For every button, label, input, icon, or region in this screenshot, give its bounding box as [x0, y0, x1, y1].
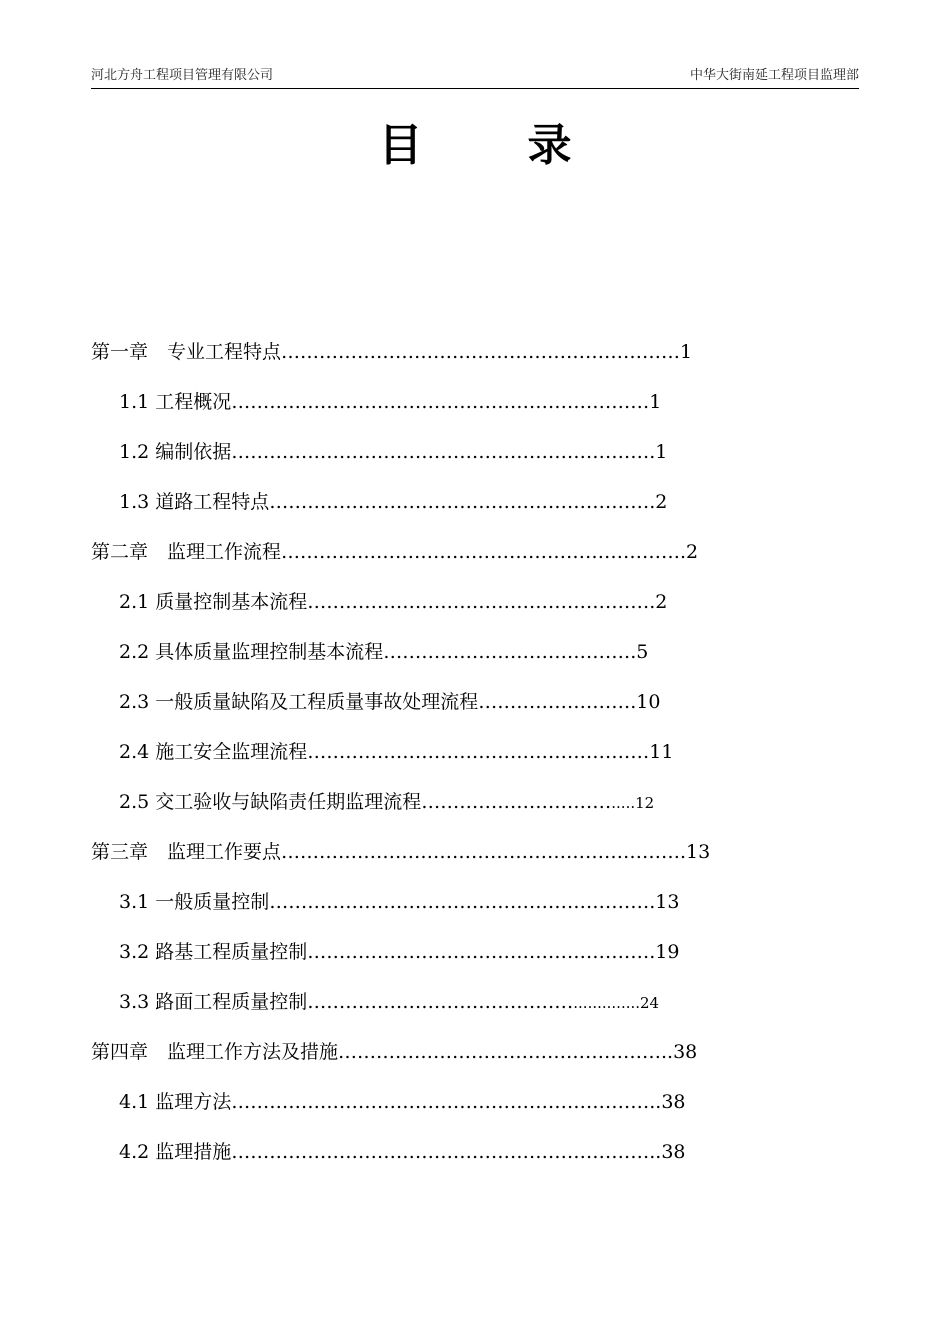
toc-entry-2-4[interactable] [119, 735, 673, 769]
toc-page-number: 1 [649, 391, 662, 413]
toc-leader-dots: ………………………… [421, 791, 612, 813]
toc-page-number: .10 [630, 691, 661, 713]
toc-entry-chapter-3[interactable] [91, 835, 710, 869]
toc-entry-label: 1.1 工程概况 [119, 391, 232, 413]
toc-entry-chapter-1[interactable] [91, 335, 692, 369]
toc-entry-2-2[interactable] [119, 635, 648, 669]
toc-leader-dots: …………………………………… [307, 991, 574, 1013]
toc-leader-dots: …………………………………………………… [269, 891, 650, 913]
toc-entry-3-1[interactable] [119, 885, 679, 919]
toc-entry-label: 4.2 监理措施 [119, 1141, 232, 1163]
toc-entry-label: 3.3 路面工程质量控制 [119, 991, 308, 1013]
toc-page-number: .....12 [611, 794, 655, 812]
toc-entry-label: 2.4 施工安全监理流程 [119, 741, 308, 763]
toc-entry-label: 4.1 监理方法 [119, 1091, 232, 1113]
toc-entry-3-3[interactable] [119, 985, 659, 1019]
toc-entry-chapter-4[interactable] [91, 1035, 697, 1069]
toc-leader-dots: ………………………………………………………… [231, 441, 650, 463]
toc-page-number: .1 [649, 441, 668, 463]
toc-leader-dots: ……………………………………………………… [281, 541, 681, 563]
toc-entry-chapter-2[interactable] [91, 535, 698, 569]
toc-leader-dots: ……………………………………………… [307, 591, 650, 613]
toc-entry-2-3[interactable] [119, 685, 660, 719]
toc-page-number: .2 [649, 491, 668, 513]
toc-leader-dots: …………………………………………………… [269, 491, 650, 513]
toc-entry-2-1[interactable] [119, 585, 667, 619]
toc-page-number: ..............24 [573, 994, 660, 1012]
toc-entry-2-5[interactable] [119, 785, 654, 819]
toc-leader-dots: ……………………………………………………… [281, 341, 681, 363]
toc-leader-dots: …………………………………………… [338, 1041, 662, 1063]
toc-entry-4-1[interactable] [119, 1085, 686, 1119]
toc-entry-label: 2.2 具体质量监理控制基本流程 [119, 641, 384, 663]
toc-entry-label: 第一章 专业工程特点 [91, 341, 282, 363]
toc-leader-dots: ……………………………………………… [307, 941, 650, 963]
toc-entry-1-2[interactable] [119, 435, 667, 469]
toc-leader-dots: …………………… [478, 691, 631, 713]
toc-entry-3-2[interactable] [119, 935, 679, 969]
title-char-1: 目 [378, 120, 423, 171]
toc-entry-label: 第二章 监理工作流程 [91, 541, 282, 563]
toc-entry-label: 1.3 道路工程特点 [119, 491, 270, 513]
toc-leader-dots: ………………………………… [383, 641, 631, 663]
toc-leader-dots: ………………………………………………………… [231, 391, 650, 413]
toc-entry-label: 2.5 交工验收与缺陷责任期监理流程 [119, 791, 422, 813]
toc-entry-1-3[interactable] [119, 485, 667, 519]
header-project-name: 中华大街南延工程项目监理部 [689, 68, 859, 83]
title-char-2: 录 [527, 120, 572, 171]
toc-page-number: .13 [680, 841, 711, 863]
toc-page-number: .2 [680, 541, 699, 563]
toc-entry-label: 3.1 一般质量控制 [119, 891, 270, 913]
toc-entry-label: 1.2 编制依据 [119, 441, 232, 463]
toc-page-number: .2 [649, 591, 668, 613]
toc-entry-label: 第四章 监理工作方法及措施 [91, 1041, 339, 1063]
toc-entry-label: 2.3 一般质量缺陷及工程质量事故处理流程 [119, 691, 479, 713]
toc-page-number: ..38 [649, 1141, 686, 1163]
toc-page-number: 11 [649, 741, 674, 763]
toc-leader-dots: ………………………………………………………… [231, 1141, 650, 1163]
toc-page-number: 1 [680, 341, 693, 363]
toc-entry-label: 2.1 质量控制基本流程 [119, 591, 308, 613]
page-title [0, 118, 950, 174]
toc-entry-label: 3.2 路基工程质量控制 [119, 941, 308, 963]
toc-leader-dots: ……………………………………………… [307, 741, 650, 763]
toc-leader-dots: ……………………………………………………… [281, 841, 681, 863]
toc-page-number: ..38 [649, 1091, 686, 1113]
toc-leader-dots: ………………………………………………………… [231, 1091, 650, 1113]
toc-entry-label: 第三章 监理工作要点 [91, 841, 282, 863]
toc-page-number: ..38 [661, 1041, 698, 1063]
toc-page-number: .19 [649, 941, 680, 963]
toc-entry-4-2[interactable] [119, 1135, 686, 1169]
toc-entry-1-1[interactable] [119, 385, 661, 419]
header-company-name: 河北方舟工程项目管理有限公司 [91, 68, 274, 83]
toc-page-number: .5 [630, 641, 649, 663]
toc-page-number: .13 [649, 891, 680, 913]
page-header [91, 66, 859, 89]
